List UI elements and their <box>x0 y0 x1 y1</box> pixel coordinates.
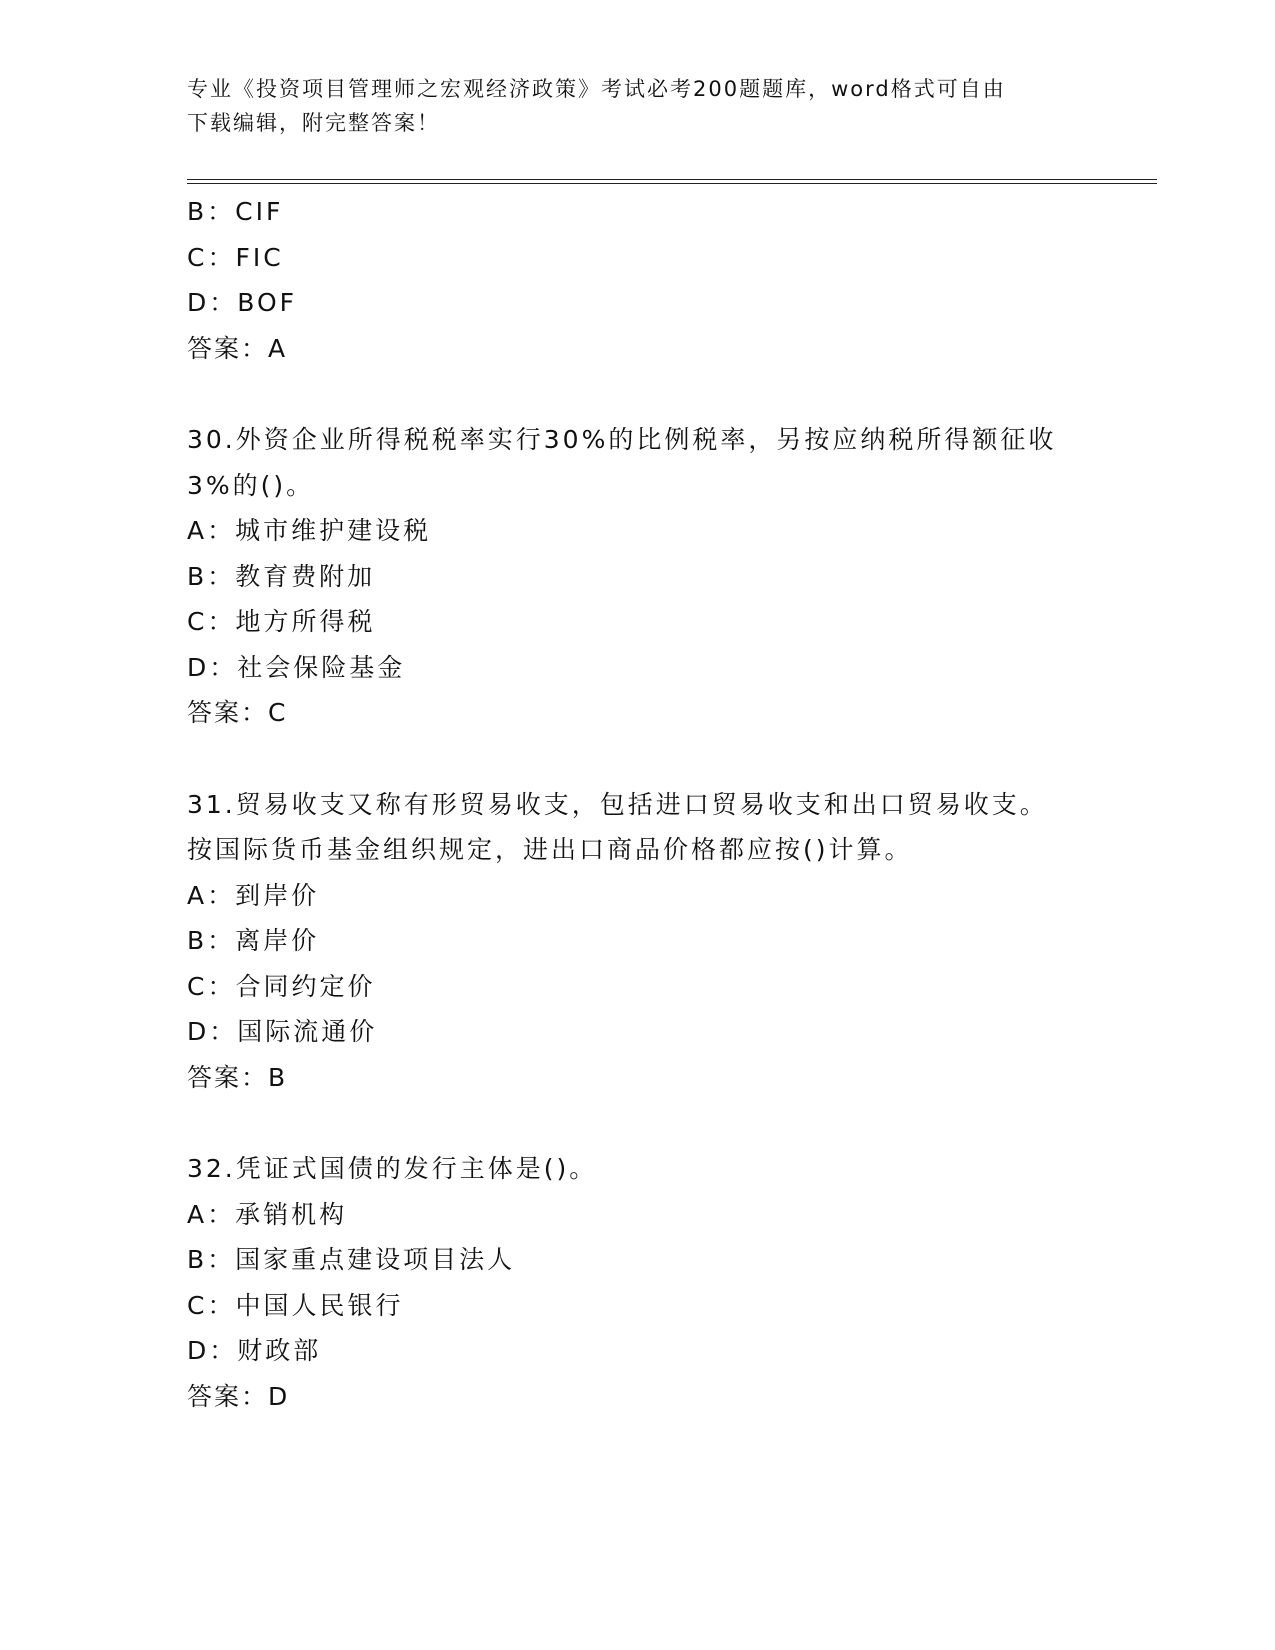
option-d: D：社会保险基金 <box>187 652 406 682</box>
option-b: B：CIF <box>187 197 284 226</box>
option-c: C：地方所得税 <box>187 607 376 636</box>
document-header <box>187 72 1067 140</box>
question-list <box>187 189 1087 1419</box>
header-rule-bottom <box>187 183 1157 184</box>
question-30 <box>187 417 1087 736</box>
spacer <box>187 736 1087 782</box>
option-a: A：城市维护建设税 <box>187 516 432 545</box>
spacer <box>187 1100 1087 1146</box>
header-rule-top <box>187 179 1157 180</box>
option-a: A：到岸价 <box>187 880 320 910</box>
question-stem-line: 按国际货币基金组织规定，进出口商品价格都应按()计算。 <box>187 835 913 864</box>
option-b: B：离岸价 <box>187 926 320 955</box>
question-32 <box>187 1146 1087 1419</box>
previous-question <box>187 189 1087 371</box>
question-stem-line: 32.凭证式国债的发行主体是()。 <box>187 1154 598 1183</box>
option-d: D：国际流通价 <box>187 1017 378 1046</box>
option-c: C：FIC <box>187 242 284 272</box>
question-31 <box>187 782 1087 1101</box>
spacer <box>187 371 1087 417</box>
header-line-1: 专业《投资项目管理师之宏观经济政策》考试必考200题题库，word格式可自由 <box>187 77 1006 101</box>
option-a: A：承销机构 <box>187 1199 348 1229</box>
question-stem-line: 3%的()。 <box>187 470 315 500</box>
answer: 答案：B <box>187 1062 288 1092</box>
question-stem-line: 30.外资企业所得税税率实行30%的比例税率，另按应纳税所得额征收 <box>187 425 1057 454</box>
option-b: B：教育费附加 <box>187 561 376 591</box>
option-d: D：财政部 <box>187 1336 322 1365</box>
option-c: C：中国人民银行 <box>187 1290 404 1320</box>
option-c: C：合同约定价 <box>187 971 376 1001</box>
answer: 答案：D <box>187 1381 290 1411</box>
question-stem-line: 31.贸易收支又称有形贸易收支，包括进口贸易收支和出口贸易收支。 <box>187 789 1048 819</box>
answer: 答案：C <box>187 698 288 727</box>
answer: 答案：A <box>187 333 288 363</box>
option-b: B：国家重点建设项目法人 <box>187 1245 516 1274</box>
header-line-2: 下载编辑，附完整答案！ <box>187 111 440 135</box>
option-d: D：BOF <box>187 288 298 317</box>
